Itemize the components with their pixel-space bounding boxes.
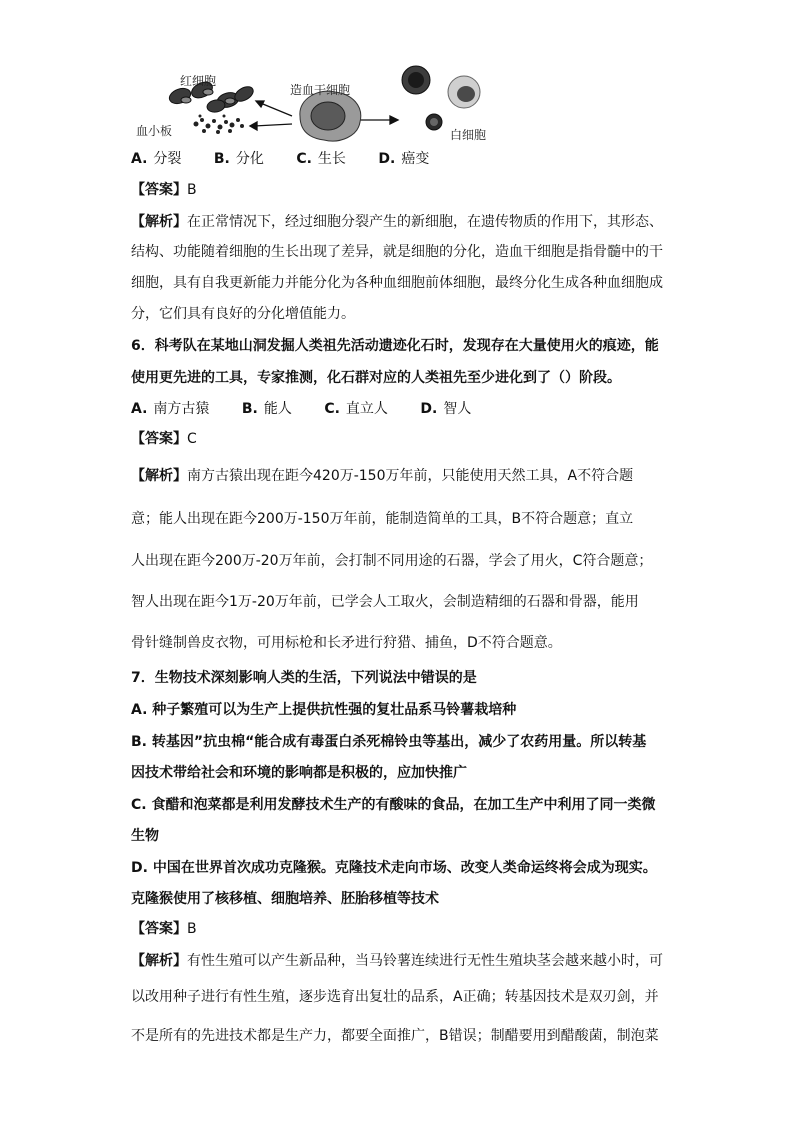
q7-option-line: B. 转基因”抗虫棉“能合成有毒蛋白杀死棉铃虫等基出，减少了农药用量。所以转基: [131, 734, 647, 750]
q6-option-a: A. 南方古猿: [131, 401, 210, 417]
q5-option-c: C. 生长: [296, 151, 346, 167]
q5-options: [131, 149, 457, 169]
q5-option-d: D. 癌变: [378, 151, 430, 167]
q6-analysis-line: 【解析】南方古猿出现在距今420万-150万年前，只能使用天然工具，A不符合题: [131, 468, 634, 484]
q6-option-b: B. 能人: [241, 401, 292, 417]
q7-answer: 【答案】B: [131, 921, 197, 937]
q5-option-b: B. 分化: [213, 151, 264, 167]
cell-differentiation-figure: [130, 58, 530, 150]
q6-analysis-line: 意；能人出现在距今200万-150万年前，能制造简单的工具，B不符合题意；直立: [131, 511, 634, 527]
q6-options: [131, 399, 499, 419]
stem-cell: [300, 91, 361, 141]
q5-analysis-line: 细胞，具有自我更新能力并能分化为各种血细胞前体细胞，最终分化生成各种血细胞成: [131, 275, 663, 291]
q7-stem: 7．生物技术深刻影响人类的生活，下列说法中错误的是: [131, 670, 477, 686]
q7-option-line: C. 食醋和泡菜都是利用发酵技术生产的有酸味的食品，在加工生产中利用了同一类微: [131, 797, 656, 813]
q6-option-d: D. 智人: [420, 401, 472, 417]
q7-option-line: D. 中国在世界首次成功克隆猴。克隆技术走向市场、改变人类命运终将会成为现实。: [131, 860, 657, 876]
q6-stem-line: 6．科考队在某地山洞发掘人类祖先活动遗迹化石时，发现存在大量使用火的痕迹，能: [131, 338, 659, 354]
white-blood-cells: [402, 66, 480, 130]
platelets-label: 血小板: [136, 124, 173, 138]
q6-stem-line: 使用更先进的工具，专家推测，化石群对应的人类祖先至少进化到了（）阶段。: [131, 370, 621, 386]
q5-analysis-line: 分，它们具有良好的分化增值能力。: [131, 306, 355, 322]
stem-cell-label: 造血干细胞: [290, 83, 351, 97]
q6-analysis-line: 智人出现在距今1万-20万年前，已学会人工取火，会制造精细的石器和骨器，能用: [131, 594, 639, 610]
q6-analysis-line: 骨针缝制兽皮衣物，可用标枪和长矛进行狩猎、捕鱼，D不符合题意。: [131, 635, 562, 651]
q7-option-line: 生物: [131, 828, 159, 844]
q7-analysis-line: 以改用种子进行有性生殖，逐步选育出复壮的品系，A正确；转基因技术是双刃剑，并: [131, 989, 659, 1005]
white-cells-label: 白细胞: [450, 128, 487, 142]
q7-option-line: 克隆猴使用了核移植、细胞培养、胚胎移植等技术: [131, 891, 439, 907]
q7-option-line: 因技术带给社会和环境的影响都是积极的，应加快推广: [131, 765, 467, 781]
q7-option-line: A. 种子繁殖可以为生产上提供抗性强的复壮品系马铃薯栽培种: [131, 702, 517, 718]
q6-answer: 【答案】C: [131, 431, 197, 447]
q5-analysis-line: 结构、功能随着细胞的生长出现了差异，就是细胞的分化，造血干细胞是指骨髓中的干: [131, 244, 663, 260]
q5-option-a: A. 分裂: [131, 151, 182, 167]
q6-option-c: C. 直立人: [324, 401, 388, 417]
q7-analysis-line: 【解析】有性生殖可以产生新品种，当马铃薯连续进行无性生殖块茎会越来越小时，可: [131, 953, 663, 969]
q6-analysis-line: 人出现在距今200万-20万年前，会打制不同用途的石器，学会了用火，C符合题意；: [131, 553, 653, 569]
q5-answer: 【答案】B: [131, 182, 197, 198]
platelets: [194, 115, 245, 135]
q7-analysis-line: 不是所有的先进技术都是生产力，都要全面推广，B错误；制醋要用到醋酸菌，制泡菜: [131, 1028, 659, 1044]
q5-analysis-line: 【解析】在正常情况下，经过细胞分裂产生的新细胞，在遗传物质的作用下，其形态、: [131, 214, 663, 230]
red-cells-label: 红细胞: [180, 74, 217, 88]
